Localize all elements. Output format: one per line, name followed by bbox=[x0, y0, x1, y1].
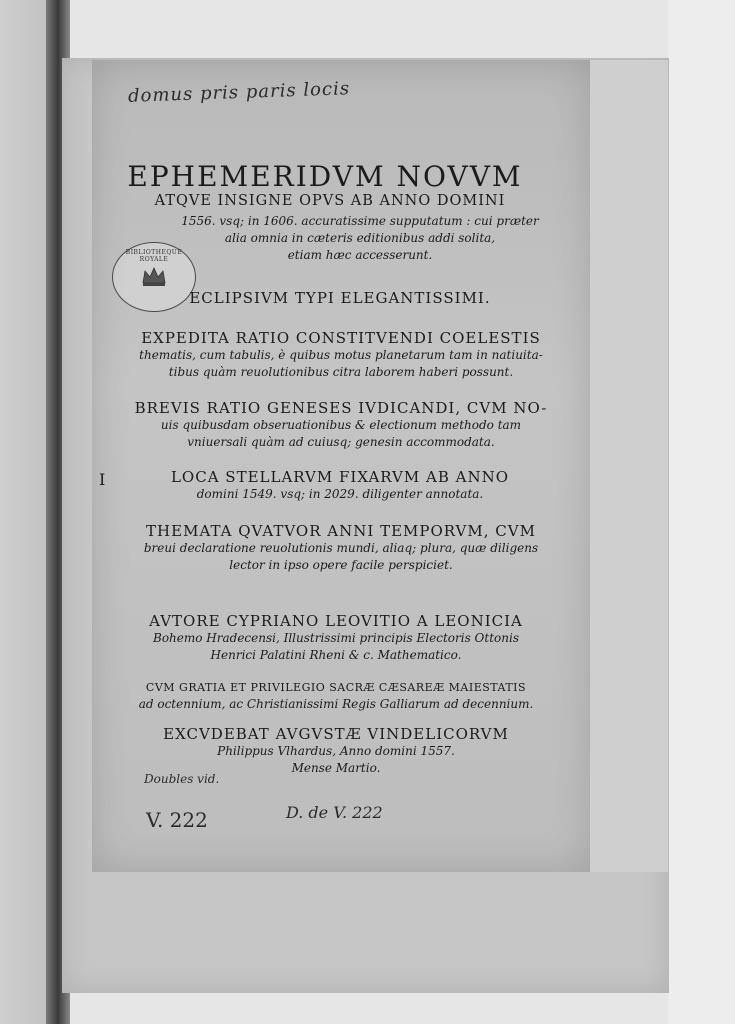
section-text: breui declaratione reuolutionis mundi, aliaq; plura, quæ diligens bbox=[143, 541, 539, 555]
crown-icon bbox=[141, 265, 167, 287]
shelfmark-left: V. 222 bbox=[146, 808, 208, 832]
page-right-strip bbox=[590, 60, 668, 872]
author-block bbox=[106, 613, 566, 664]
subtitle bbox=[110, 193, 550, 210]
author-heading: AVTORE CYPRIANO LEOVITIO A LEONICIA bbox=[149, 612, 523, 630]
section-text: uis quibusdam obseruationibus & electionum methodo tam bbox=[160, 418, 522, 432]
section-brevis bbox=[106, 400, 576, 451]
section-heading: BREVIS RATIO GENESES IVDICANDI, CVM NO- bbox=[134, 399, 548, 417]
imprint-text: Mense Martio. bbox=[291, 761, 381, 775]
page-title: EPHEMERIDVM NOVVM bbox=[127, 160, 523, 193]
subtitle-body bbox=[140, 213, 580, 264]
section-text: domini 1549. vsq; in 2029. diligenter annotata. bbox=[196, 487, 484, 501]
section-text: lector in ipso opere facile perspiciet. bbox=[229, 558, 453, 572]
imprint-heading: EXCVDEBAT AVGVSTÆ VINDELICORVM bbox=[163, 725, 509, 743]
privilege-text: ad octennium, ac Christianissimi Regis Galliarum ad decennium. bbox=[138, 697, 534, 711]
subtitle-line: alia omnia in cæteris editionibus addi solita, bbox=[224, 231, 496, 245]
section-text: tibus quàm reuolutionibus citra laborem haberi possunt. bbox=[168, 365, 514, 379]
section-themata bbox=[106, 523, 576, 574]
handwritten-annotation-top: domus pris paris locis bbox=[127, 78, 351, 107]
imprint-block bbox=[126, 726, 546, 777]
imprint-text: Philippus Vlhardus, Anno domini 1557. bbox=[217, 744, 455, 758]
shelfmark-right: D. de V. 222 bbox=[286, 803, 383, 822]
privilege-heading: CVM GRATIA ET PRIVILEGIO SACRÆ CÆSAREÆ MAIESTATIS bbox=[145, 681, 527, 694]
section-expedita bbox=[106, 330, 576, 381]
section-heading: THEMATA QVATVOR ANNI TEMPORVM, CVM bbox=[146, 522, 536, 540]
author-text: Bohemo Hradecensi, Illustrissimi principis Electoris Ottonis bbox=[153, 631, 519, 645]
privilege-block bbox=[116, 679, 556, 713]
subtitle-line: etiam hæc accesserunt. bbox=[287, 248, 433, 262]
handwritten-note: Doubles vid. bbox=[144, 772, 220, 786]
section-text: vniuersali quàm ad cuiusq; genesin accommodata. bbox=[187, 435, 495, 449]
margin-mark: I bbox=[99, 470, 106, 489]
section-heading: ECLIPSIVM TYPI ELEGANTISSIMI. bbox=[189, 289, 491, 307]
stamp-text: BIBLIOTHEQUE ROYALE bbox=[125, 249, 183, 263]
section-loca bbox=[120, 469, 560, 503]
background-right bbox=[668, 0, 735, 1024]
author-text: Henrici Palatini Rheni & c. Mathematico. bbox=[210, 648, 462, 662]
section-heading: LOCA STELLARVM FIXARVM AB ANNO bbox=[170, 468, 510, 486]
subtitle-line: 1556. vsq; in 1606. accuratissime supputatum : cui præter bbox=[181, 214, 539, 228]
subtitle-line: ATQVE INSIGNE OPVS AB ANNO DOMINI bbox=[154, 193, 506, 209]
section-heading: EXPEDITA RATIO CONSTITVENDI COELESTIS bbox=[141, 329, 541, 347]
section-text: thematis, cum tabulis, è quibus motus planetarum tam in natiuita- bbox=[139, 348, 543, 362]
section-eclipses bbox=[150, 290, 530, 307]
